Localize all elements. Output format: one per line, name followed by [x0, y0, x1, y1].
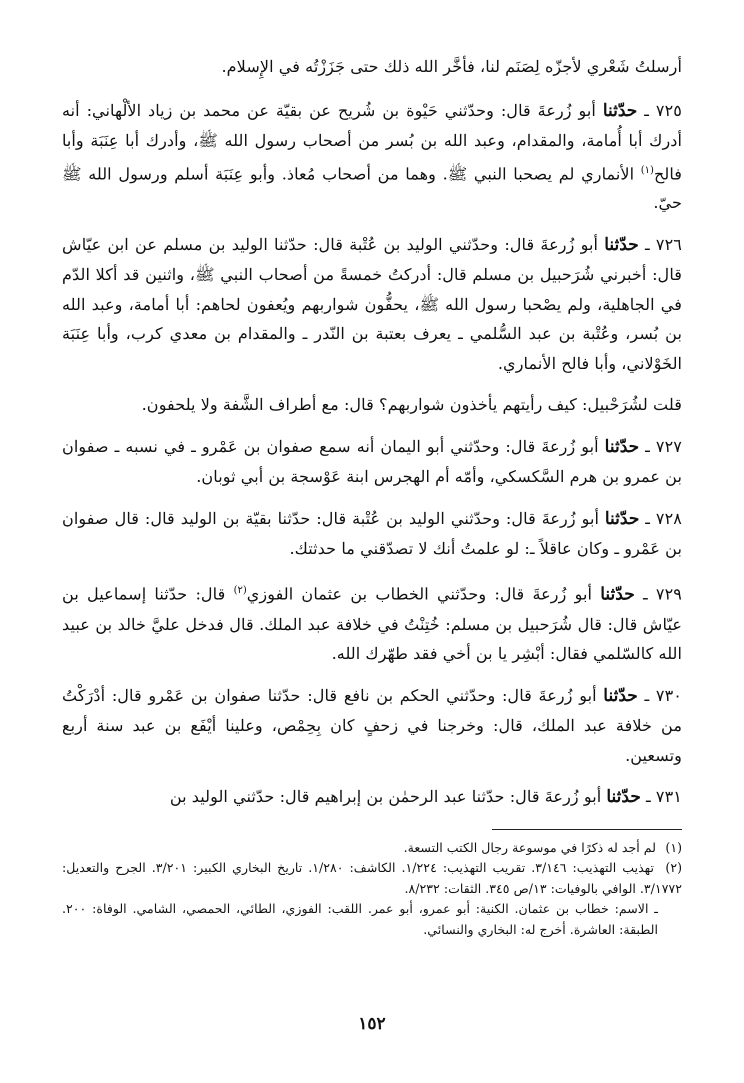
hadith-text: أبو زُرعةَ قال: وحدّثني الحكم بن نافع قال: حدّثنا صفوان بن عَمْرو قال: أدْرَكْتُ من خلافة عبد الملك، قال: وخرجنا في زحفٍ كان بِحِمْص، وعلينا أيْفَع بن عبد سنة أربع وتسعين.: [62, 685, 682, 765]
hadith-keyword: حدّثنا: [606, 787, 641, 808]
footnote-1: [62, 838, 682, 859]
footnote-2-continued: [62, 899, 682, 940]
hadith-725: [62, 96, 682, 218]
hadith-728: [62, 504, 682, 564]
hadith-keyword: حدّثنا: [604, 508, 640, 529]
hadith-727: [62, 432, 682, 492]
hadith-number: ٧٣٠ ـ: [644, 685, 683, 705]
hadith-726: [62, 230, 682, 379]
hadith-keyword: حدّثنا: [604, 436, 640, 457]
hadith-text-cont: الأنماري لم يصحبا النبي ﷺ. وهما من أصحاب مُعاذ. وأبو عِنَبَة أسلم ورسول الله ﷺ حيّ.: [62, 163, 682, 213]
footnote-text: لم أجد له ذكرًا في موسوعة رجال الكتب التسعة.: [403, 839, 656, 855]
footnote-2: [62, 858, 682, 899]
footnote-ref-2: (٢): [233, 584, 247, 596]
footnote-ref-1: (١): [640, 164, 654, 176]
hadith-text: قلت لشُرَحْبيل: كيف رأيتهم يأخذون شواربهم؟ قال: مع أطراف الشَّفة ولا يلحفون.: [141, 395, 682, 415]
page-number: ١٥٢: [358, 1014, 386, 1034]
footnote-text: ـ الاسم: خطاب بن عثمان. الكنية: أبو عمرو، أبو عمر. اللقب: الفوزي، الطائي، الحمصي، الشامي. الوفاة: ٢٠٠. الطبقة: العاشرة. أخرج له: البخاري والنسائي.: [62, 901, 658, 937]
footnote-text: تهذيب التهذيب: ٣/١٤٦. تقريب التهذيب: ١/٢٢٤. الكاشف: ١/٢٨٠. تاريخ البخاري الكبير: ٣/٢٠١. الجرح والتعديل: ٣/١٧٧٢. الوافي بالوفيات: ١٣/ص ٣٤٥. الثقات: ٨/٢٣٢.: [62, 860, 682, 896]
footnote-mark: (٢): [665, 860, 682, 876]
hadith-731: [62, 782, 682, 813]
hadith-keyword: حدّثنا: [604, 234, 639, 255]
hadith-list: [62, 96, 682, 813]
hadith-number: ٧٢٧ ـ: [645, 436, 682, 456]
hadith-text-cont: قال: حدّثنا إسماعيل بن عيّاش قال: قال شُرَحبيل بن مسلم: خُتِنْتُ في خلافة عبد الملك. قال فدخل عليَّ خالد بن عبيد الله كالسّلمي فقال: أبْشِر يا بن أخي فقد طهّرك الله.: [62, 584, 682, 664]
footnote-mark: (١): [665, 839, 682, 855]
hadith-726-note: [62, 390, 682, 420]
hadith-keyword: حدّثنا: [600, 584, 635, 605]
hadith-number: ٧٢٩ ـ: [642, 584, 682, 604]
hadith-text: أبو زُرعةَ قال: وحدّثني أبو اليمان أنه سمع صفوان بن عَمْرو ـ في نسبه ـ صفوان بن عمرو بن هرم السَّكسكي، وأمّه أم الهجرس ابنة عَوْسجة بن أبي ثوبان.: [62, 436, 682, 487]
hadith-text: أبو زُرعةَ قال: حدّثنا عبد الرحمٰن بن إبراهيم قال: حدّثني الوليد بن: [169, 787, 602, 807]
hadith-keyword: حدّثنا: [603, 685, 638, 706]
hadith-730: [62, 681, 682, 771]
footnotes: [62, 838, 682, 941]
hadith-text: أبو زُرعةَ قال: وحدّثني الوليد بن عُتْبة قال: حدّثنا الوليد بن مسلم عن ابن عيّاش قال: أخبرني شُرَحبيل بن مسلم قال: أدركتُ خمسةً من أصحاب النبي ﷺ، واثنين قد أكلا الدّم في الجاهلية، ولم يصْحبا رسول الله ﷺ، يحفُّون شواربهم ويُعفون لحاهم: أبا أمامة، وعبد الله بن بُسر، وعُتْبة بن عبد السُّلمي ـ يعرف بعتبة بن النّدر ـ والمقدام بن معدي كرب، وأبا عِنَبَة الخَوْلاني، وأبا فالح الأنماري.: [62, 234, 682, 373]
intro-paragraph: أرسلتُ شَعْري لأجزّه لِصَنَم لنا، فأخَّر الله ذلك حتى جَزَزْتُه في الإِسلام.: [221, 57, 682, 76]
hadith-text: أبو زُرعةَ قال: وحدّثني الخطاب بن عثمان الفوزي: [246, 584, 593, 604]
hadith-number: ٧٣١ ـ: [646, 787, 682, 807]
hadith-number: ٧٢٨ ـ: [645, 508, 683, 528]
footnote-divider: [492, 829, 682, 830]
hadith-text: أبو زُرعةَ قال: وحدّثني حَيْوة بن شُريح عن بقيّة عن محمد بن زياد الألْهاني: أنه أدرك أبا أُمامة، والمقدام، وعبد الله بن بُسر من أصحاب رسول الله ﷺ، وأدرك أبا عِنَبَة وأبا فالح: [62, 100, 682, 183]
hadith-729: [62, 576, 682, 669]
hadith-text: أبو زُرعةَ قال: وحدّثني الوليد بن عُتْبة قال: حدّثنا بقيّة بن الوليد قال: قال صفوان بن عَمْرو ـ وكان عاقلاً ـ: لو علمتُ أنك لا تصدّقني ما حدثتك.: [62, 508, 682, 559]
hadith-number: ٧٢٥ ـ: [644, 100, 682, 120]
hadith-keyword: حدّثنا: [602, 100, 638, 121]
hadith-number: ٧٢٦ ـ: [644, 234, 683, 254]
